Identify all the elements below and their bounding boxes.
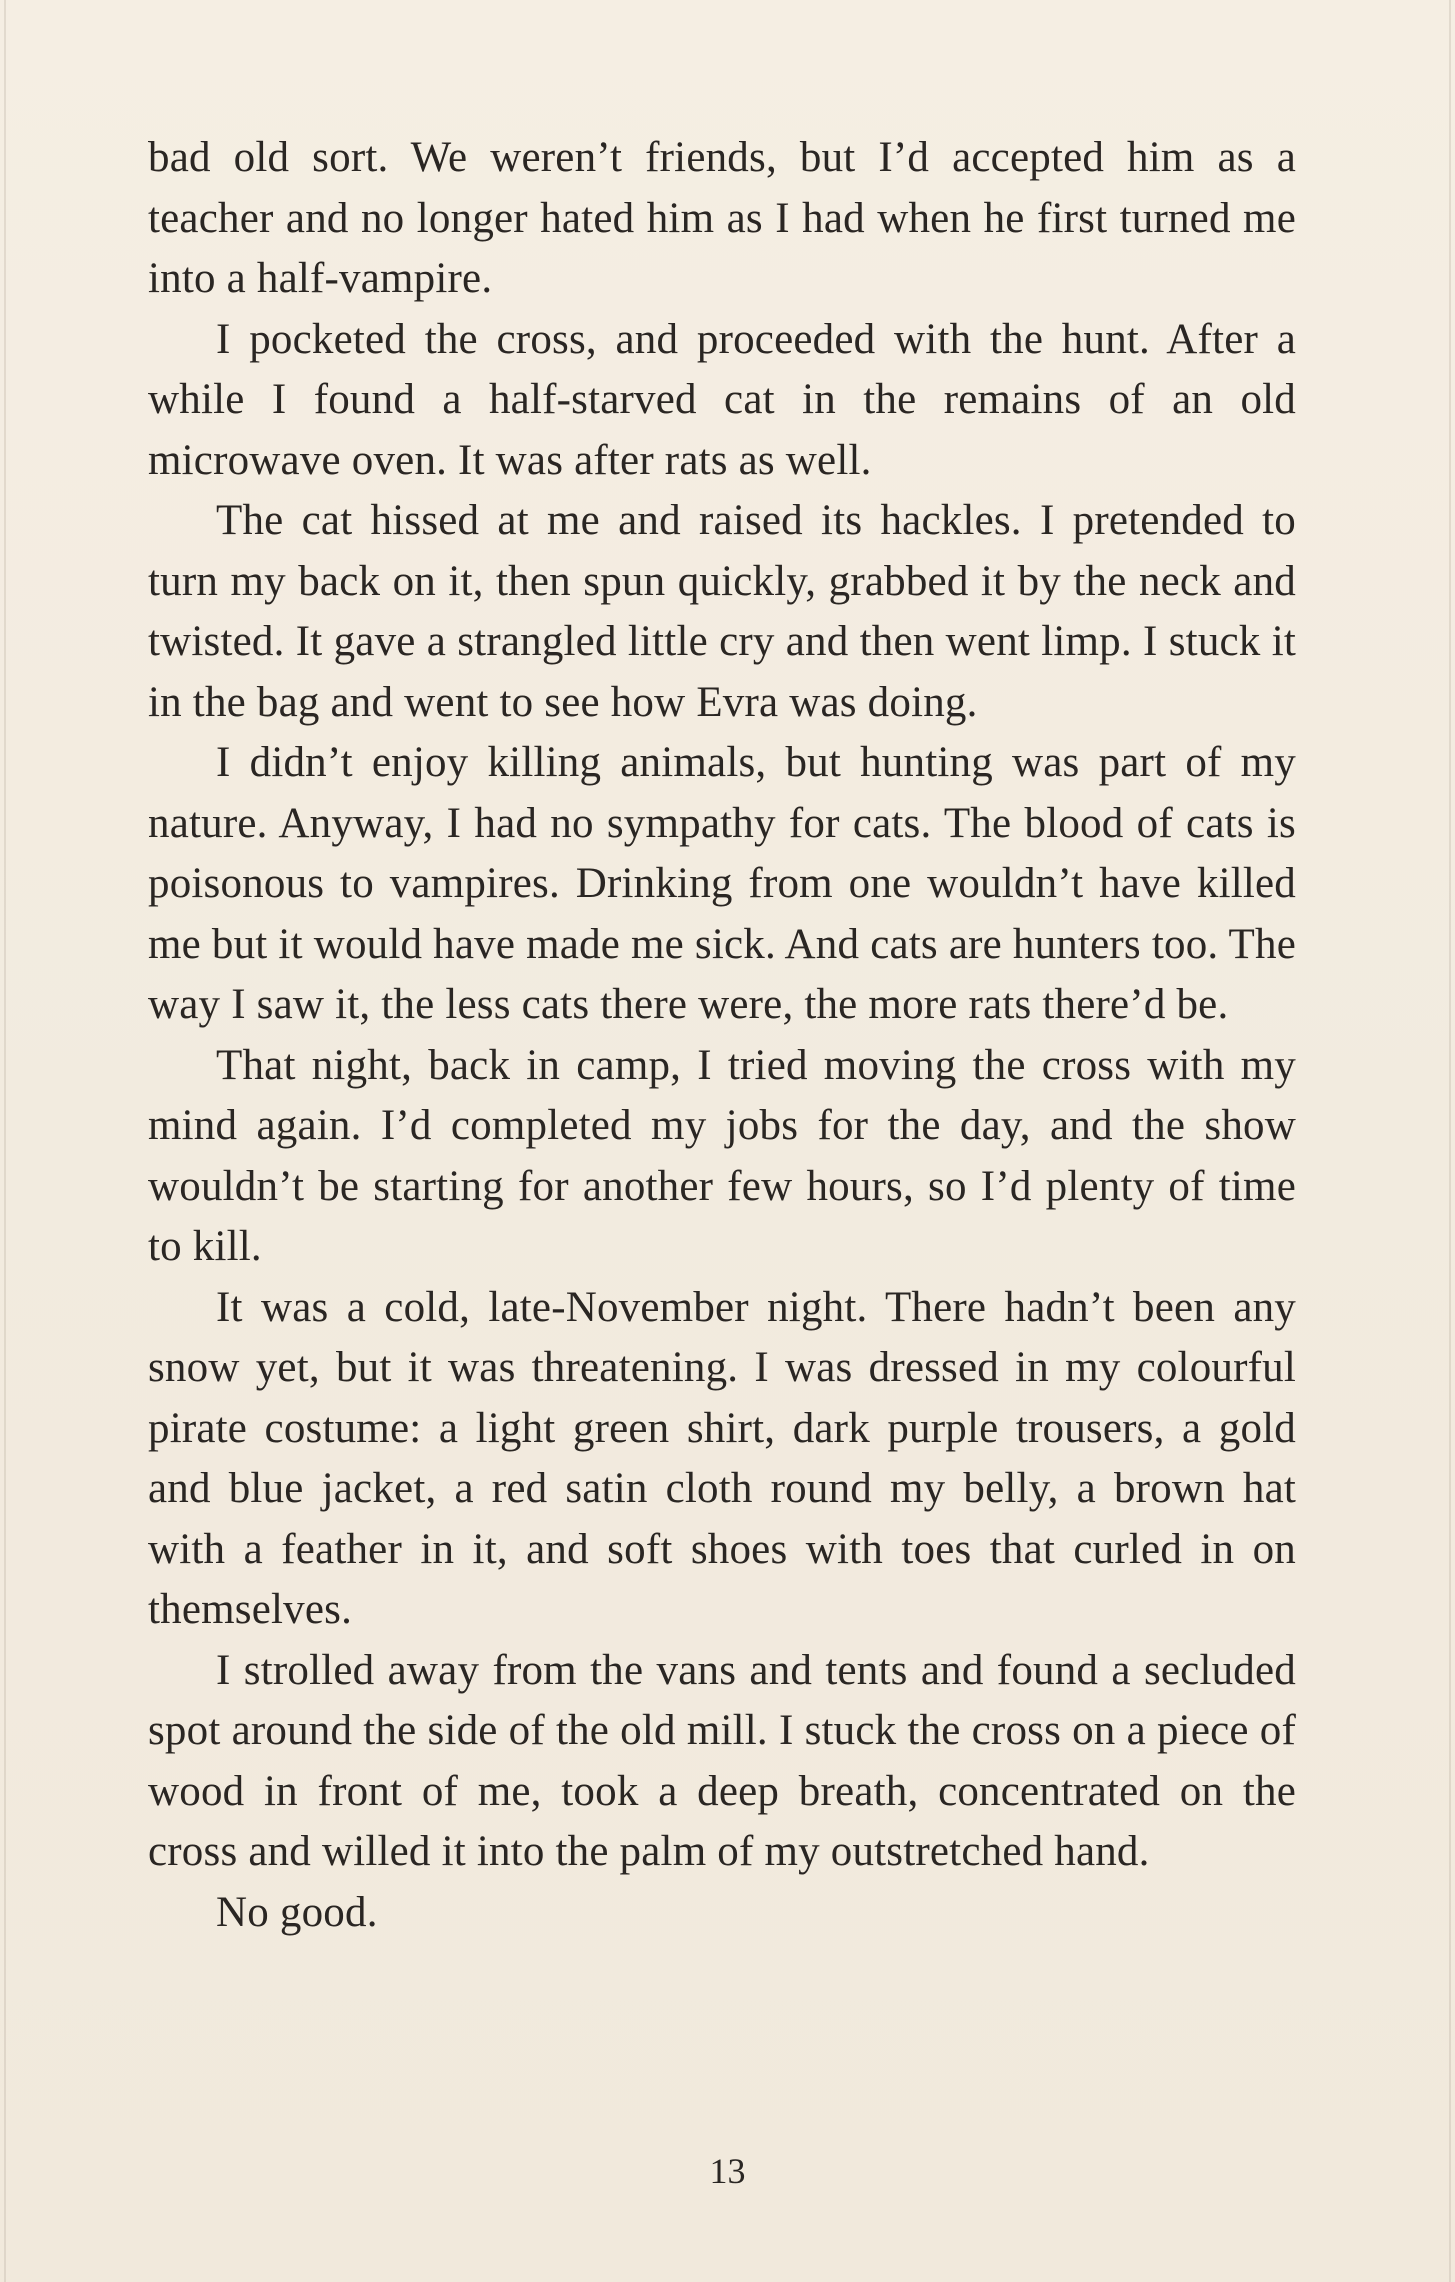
paragraph-5: That night, back in camp, I tried moving the cross with my mind again. I’d completed my jobs for the day, and the show wouldn’t be starting for another few hours, so I’d plenty of time to kill. — [148, 1041, 1296, 1270]
paragraph-1: bad old sort. We weren’t friends, but I’d accepted him as a teacher and no longer hated him as I had when he first turned me into a half-vampire. — [148, 134, 1296, 302]
paragraph-7: I strolled away from the vans and tents and found a secluded spot around the side of the old mill. I stuck the cross on a piece of wood in front of me, took a deep breath, concentrated on the cross and willed it into the palm of my outstretched hand. — [148, 1646, 1296, 1875]
page-edge-right — [1449, 0, 1451, 2282]
paragraph-6: It was a cold, late-November night. There hadn’t been any snow yet, but it was threatening. I was dressed in my colourful pirate costume: a light green shirt, dark purple trousers, a gold and blue jacket, a red satin cloth round my belly, a brown hat with a feather in it, and soft shoes with toes that curled in on themselves. — [148, 1283, 1296, 1633]
paragraph-2: I pocketed the cross, and proceeded with the hunt. After a while I found a half-starved cat in the remains of an old microwave oven. It was after rats as well. — [148, 315, 1296, 484]
paragraph-4: I didn’t enjoy killing animals, but hunting was part of my nature. Anyway, I had no sympathy for cats. The blood of cats is poisonous to vampires. Drinking from one wouldn’t have killed me but it would have made me sick. And cats are hunters too. The way I saw it, the less cats there were, the more rats there’d be. — [148, 739, 1296, 1028]
page-edge-left — [4, 0, 6, 2282]
body-text — [148, 128, 1296, 1943]
paragraph-8: No good. — [216, 1888, 378, 1936]
page-number: 13 — [709, 2151, 746, 2191]
paragraph-3: The cat hissed at me and raised its hackles. I pretended to turn my back on it, then spun quickly, grabbed it by the neck and twisted. It gave a strangled little cry and then went limp. I stuck it in the bag and went to see how Evra was doing. — [148, 497, 1296, 726]
